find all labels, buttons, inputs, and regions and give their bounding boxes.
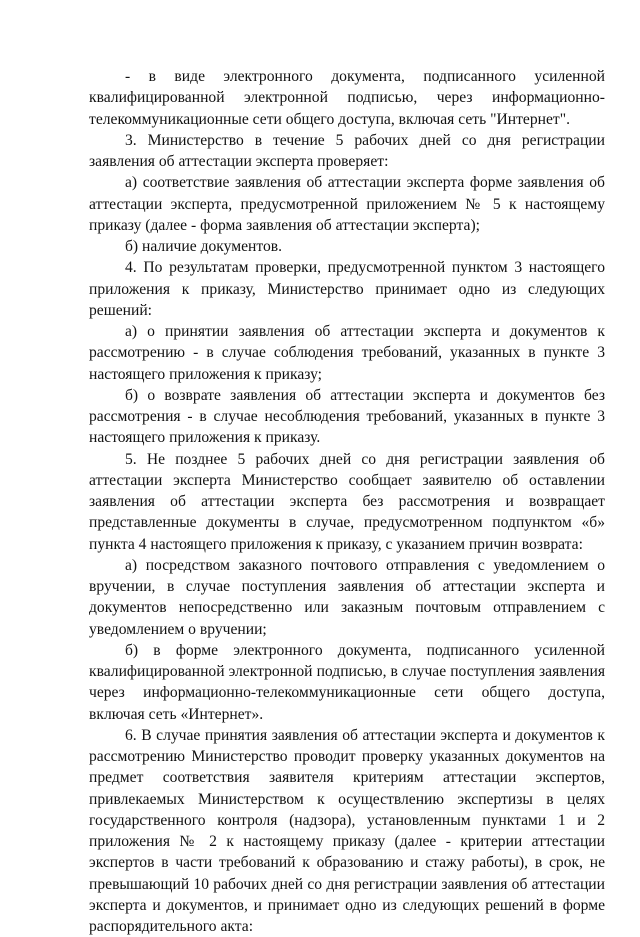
paragraph-item-6: 6. В случае принятия заявления об аттестации эксперта и документов к рассмотрению Министерство проводит проверку указанных документов на предмет соответствия заявителя критериям аттестации экспертов, привлекаемых Министерством к осуществлению экспертизы в целях государственного контроля (надзора), установленным пунктами 1 и 2 приложения № 2 к настоящему приказу (далее - критерии аттестации экспертов в части требований к образованию и стажу работы), в срок, не превышающий 10 рабочих дней со дня регистрации заявления об аттестации эксперта и документов, и принимает одно из следующих решений в форме распорядительного акта: xyxy=(89,726,605,935)
paragraph-item-4b: б) о возврате заявления об аттестации эксперта и документов без рассмотрения - в случае несоблюдения требований, указанных в пункте 3 настоящего приложения к приказу. xyxy=(89,386,605,447)
document-page xyxy=(89,66,605,937)
paragraph-item-4: 4. По результатам проверки, предусмотренной пунктом 3 настоящего приложения к приказу, Министерство принимает одно из следующих решений: xyxy=(89,259,605,319)
paragraph-item-5a: а) посредством заказного почтового отправления с уведомлением о вручении, в случае поступления заявления об аттестации эксперта и документов непосредственно или заказным почтовым отправлением с уведомлением о вручении; xyxy=(89,556,605,638)
paragraph-item-4a: а) о принятии заявления об аттестации эксперта и документов к рассмотрению - в случае соблюдения требований, указанных в пункте 3 настоящего приложения к приказу; xyxy=(89,323,605,383)
paragraph-item-5: 5. Не позднее 5 рабочих дней со дня регистрации заявления об аттестации эксперта Министерство сообщает заявителю об оставлении заявления об аттестации эксперта без рассмотрения и возвращает представленные документы в случае, предусмотренном подпунктом «б» пункта 4 настоящего приложения к приказу, с указанием причин возврата: xyxy=(89,450,605,553)
paragraph-item-3: 3. Министерство в течение 5 рабочих дней со дня регистрации заявления об аттестации эксперта проверяет: xyxy=(89,131,605,170)
paragraph-item-5b: б) в форме электронного документа, подписанного усиленной квалифицированной электронной подписью, в случае поступления заявления через информационно-телекоммуникационные сети общего доступа, включая сеть «Интернет». xyxy=(89,641,605,723)
paragraph-item-3b: б) наличие документов. xyxy=(125,238,283,255)
paragraph-item-3a: а) соответствие заявления об аттестации эксперта форме заявления об аттестации эксперта, предусмотренной приложением № 5 к настоящему приказу (далее - форма заявления об аттестации эксперта); xyxy=(89,174,605,234)
paragraph-submission-electronic: - в виде электронного документа, подписанного усиленной квалифицированной электронной подписью, через информационно-телекоммуникационные сети общего доступа, включая сеть "Интернет". xyxy=(89,68,605,128)
